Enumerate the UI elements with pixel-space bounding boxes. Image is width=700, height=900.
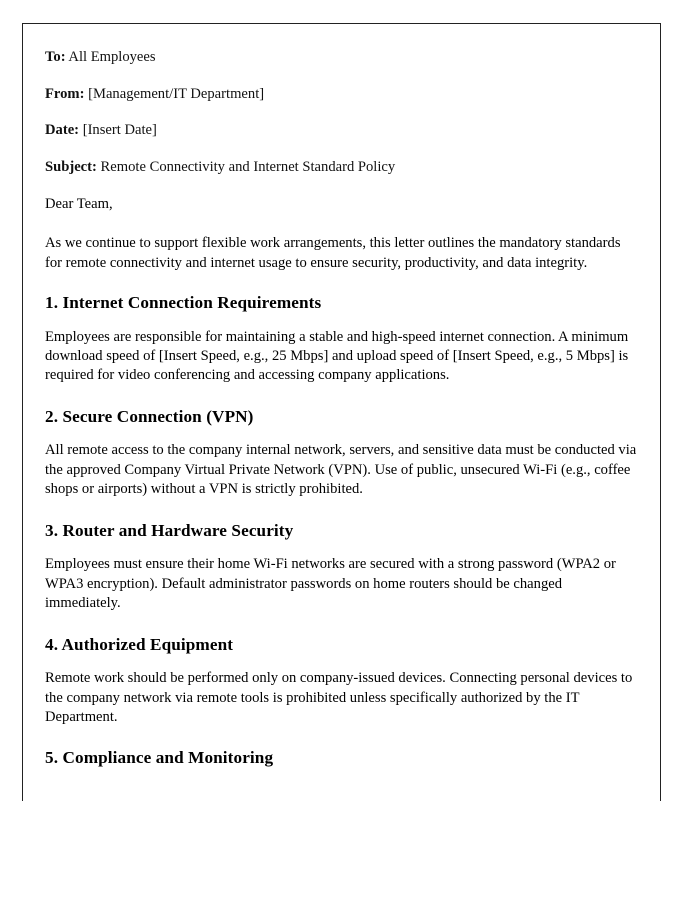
document-page: [22, 23, 661, 801]
policy-section-1: [45, 293, 639, 386]
letter-field-from-label: From:: [45, 85, 85, 102]
policy-section-4: [45, 635, 639, 728]
policy-section-3: [45, 521, 639, 614]
policy-section-4-body: Remote work should be performed only on company-issued devices. Connecting personal devices to the company network via remote tools is prohibited unless specifically authorized by the IT Department.: [45, 670, 633, 726]
letter-field-subject: [45, 158, 639, 176]
letter-field-to-label: To:: [45, 49, 66, 65]
policy-section-1-heading: 1. Internet Connection Requirements: [45, 292, 322, 312]
letter-field-date-label: Date:: [45, 122, 80, 139]
letter-field-to-value: All Employees: [68, 49, 156, 65]
policy-section-4-heading: 4. Authorized Equipment: [45, 634, 234, 654]
policy-section-2: [45, 407, 639, 500]
letter-field-from-value: [Management/IT Department]: [88, 85, 265, 102]
letter-field-from: [45, 85, 639, 103]
letter-field-to: [45, 48, 639, 66]
letter-content: [23, 24, 660, 769]
letter-field-date-value: [Insert Date]: [82, 122, 157, 139]
policy-section-3-body: Employees must ensure their home Wi-Fi networks are secured with a strong password (WPA2 or WPA3 encryption). Default administrator passwords on home routers should be changed immediately.: [45, 556, 616, 612]
letter-field-date: [45, 121, 639, 139]
policy-section-1-body: Employees are responsible for maintaining a stable and high-speed internet connection. A minimum download speed of [Insert Speed, e.g., 25 Mbps] and upload speed of [Insert Speed, e.g., 5 Mbps] is required for video conferencing and accessing company applications.: [45, 328, 629, 384]
policy-section-5-heading: 5. Compliance and Monitoring: [45, 748, 274, 768]
letter-salutation: Dear Team,: [45, 195, 113, 212]
letter-intro-paragraph: As we continue to support flexible work arrangements, this letter outlines the mandatory standards for remote connectivity and internet usage to ensure security, productivity, and data integrity.: [45, 235, 621, 271]
letter-field-subject-label: Subject:: [45, 159, 97, 176]
policy-section-2-heading: 2. Secure Connection (VPN): [45, 406, 254, 426]
policy-section-5: [45, 748, 639, 769]
policy-section-3-heading: 3. Router and Hardware Security: [45, 520, 294, 540]
letter-field-subject-value: Remote Connectivity and Internet Standard Policy: [100, 159, 396, 176]
policy-section-2-body: All remote access to the company internal network, servers, and sensitive data must be conducted via the approved Company Virtual Private Network (VPN). Use of public, unsecured Wi-Fi (e.g., coffee shops or airports) without a VPN is strictly prohibited.: [45, 442, 637, 498]
